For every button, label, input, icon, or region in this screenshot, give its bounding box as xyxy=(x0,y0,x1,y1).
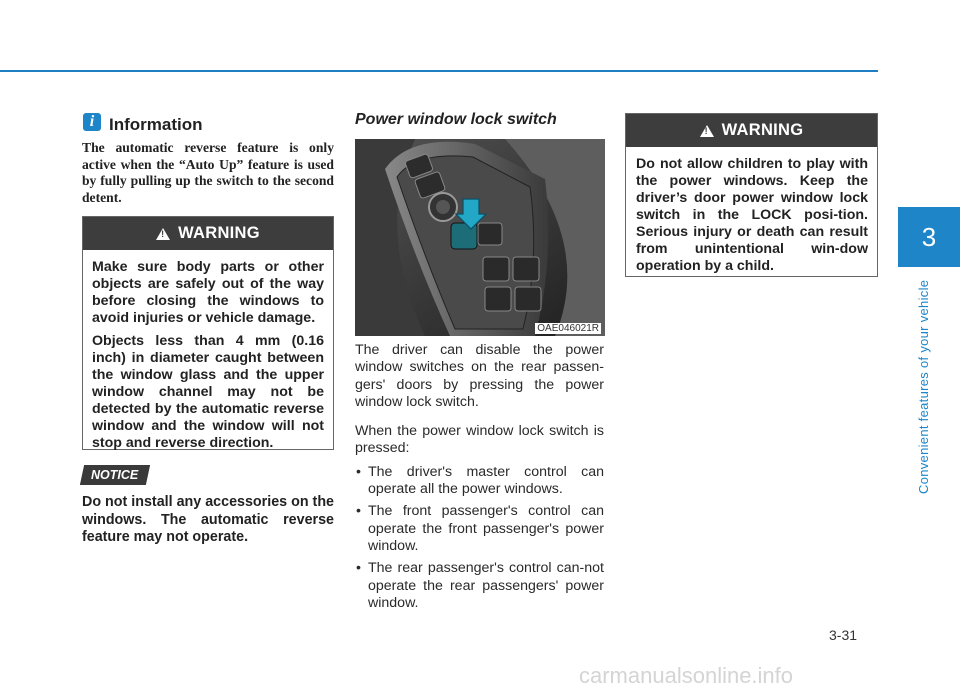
chapter-side-title xyxy=(916,268,930,494)
header-rule xyxy=(0,70,878,72)
info-icon xyxy=(83,113,101,131)
warning-triangle-icon xyxy=(700,125,714,137)
warning-body xyxy=(83,250,333,452)
warning-paragraph: Make sure body parts or other objects are safely out of the way before closing the windows to avoid injuries or vehicle damage. xyxy=(92,259,324,326)
image-code: OAE046021R xyxy=(537,323,599,334)
chapter-number: 3 xyxy=(921,221,937,252)
notice-label: NOTICE xyxy=(91,468,139,482)
warning-triangle-icon xyxy=(156,228,170,240)
list-item: • The front passenger's control can operate the front passenger's power window. xyxy=(355,503,604,555)
warning-label: WARNING xyxy=(178,224,260,242)
paragraph: The driver can disable the power window switches on the rear passen-gers' doors by pressing the power window lock switch. xyxy=(355,342,604,410)
info-title: Information xyxy=(109,115,203,134)
info-body: The automatic reverse feature is only active when the “Auto Up” feature is used by fully pulling up the switch to the second detent. xyxy=(82,140,334,205)
door-switch-photo xyxy=(355,139,605,336)
section-title: Power window lock switch xyxy=(355,111,557,128)
watermark: carmanualsonline.info xyxy=(579,663,794,688)
page-number: 3-31 xyxy=(829,627,858,643)
warning-label: WARNING xyxy=(721,121,804,139)
list-item: • The rear passenger's control can-not operate the rear passengers' power window. xyxy=(355,560,604,612)
list-item: • The driver's master control can operate all the power windows. xyxy=(355,464,604,499)
notice-badge xyxy=(80,465,150,485)
door-panel-illustration xyxy=(355,139,605,336)
warning-paragraph: Do not allow children to play with the power windows. Keep the driver’s door power window lock switch in the LOCK posi-tion. Serious injury or death can result from unintentional win-dow operation by a child. xyxy=(636,156,868,274)
paragraph: When the power window lock switch is pressed: xyxy=(355,423,604,457)
notice-text: Do not install any accessories on the windows. The automatic reverse feature may not operate. xyxy=(82,494,334,545)
info-icon-glyph: i xyxy=(89,113,95,130)
warning-header xyxy=(83,217,333,250)
section-body xyxy=(355,342,604,617)
warning-box-left xyxy=(82,216,334,450)
warning-paragraph: Objects less than 4 mm (0.16 inch) in diameter caught between the window glass and the upper window channel may not be detected by the automatic reverse window and the window will not stop and reverse direction. xyxy=(92,333,324,451)
chapter-number-tab xyxy=(898,207,960,267)
bullet-list xyxy=(355,464,604,612)
warning-body xyxy=(626,147,877,275)
warning-header xyxy=(626,114,877,147)
chapter-title: Convenient features of your vehicle xyxy=(916,279,931,494)
warning-box-right xyxy=(625,113,878,277)
